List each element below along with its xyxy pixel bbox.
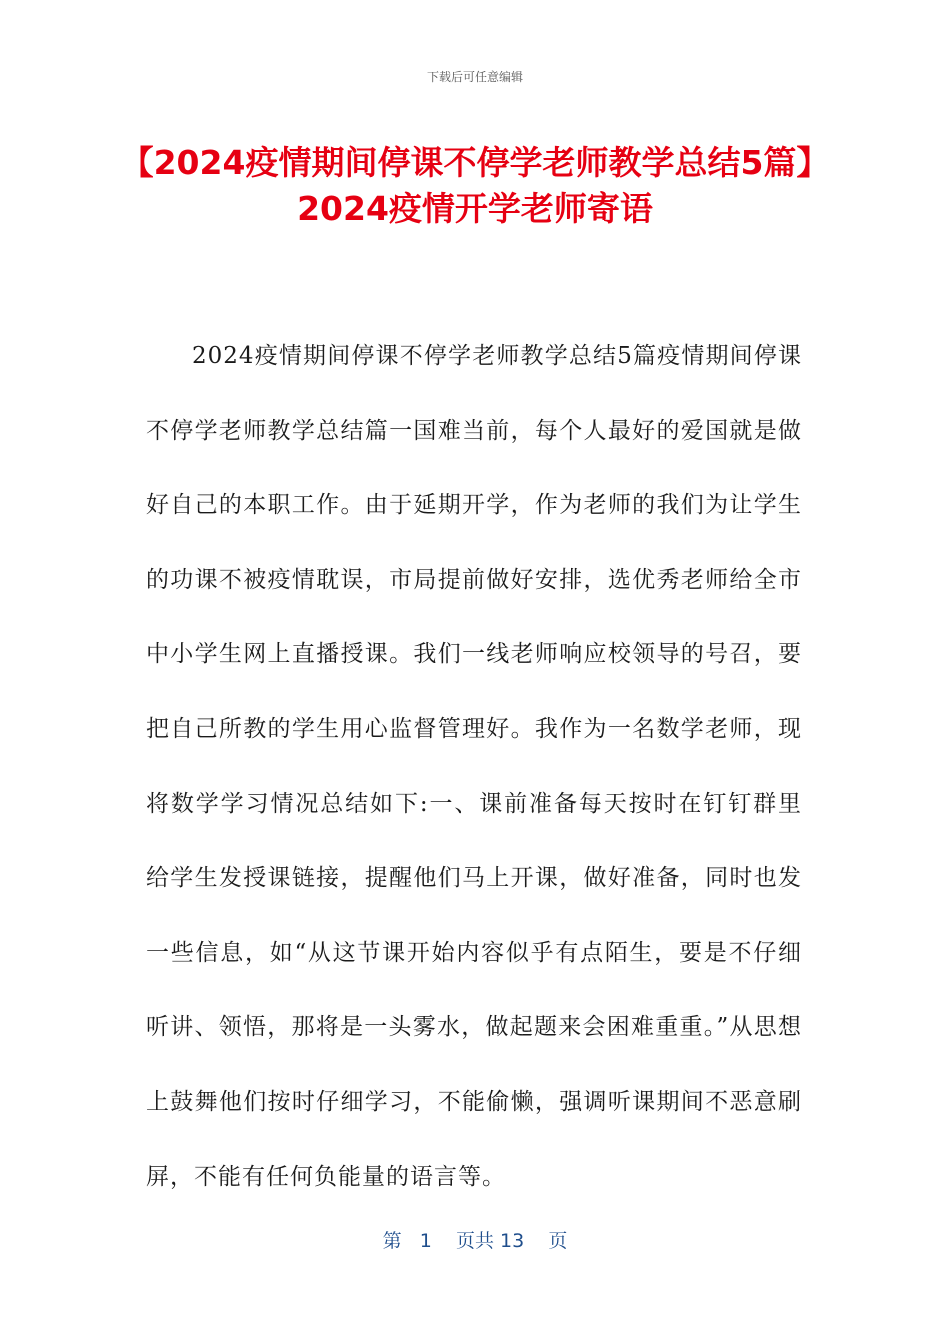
document-title: 【2024疫情期间停课不停学老师教学总结5篇】 2024疫情开学老师寄语 bbox=[120, 143, 830, 228]
footer-page-suffix: 页 bbox=[548, 1230, 568, 1252]
page-footer bbox=[0, 1226, 950, 1253]
footer-page-prefix: 第 bbox=[382, 1230, 402, 1252]
header-note: 下载后可任意编辑 bbox=[426, 70, 523, 84]
footer-page-middle: 页共 bbox=[455, 1230, 494, 1252]
document-body: 2024疫情期间停课不停学老师教学总结5篇疫情期间停课不停学老师教学总结篇一国难当前，每个人最好的爱国就是做好自己的本职工作。由于延期开学，作为老师的我们为让学生的功课不被疫情耽误，市局提前做好安排，选优秀老师给全市中小学生网上直播授课。我们一线老师响应校领导的号召，要把自己所教的学生用心监督管理好。我作为一名数学老师，现将数学学习情况总结如下:一、课前准备每天按时在钉钉群里给学生发授课链接，提醒他们马上开课，做好准备，同时也发一些信息，如“从这节课开始内容似乎有点陌生，要是不仔细听讲、领悟，那将是一头雾水，做起题来会困难重重。”从思想上鼓舞他们按时仔细学习，不能偷懒，强调听课期间不恶意刷屏，不能有任何负能量的语言等。 bbox=[146, 343, 802, 1190]
footer-page-current: 1 bbox=[419, 1230, 432, 1252]
footer-page-total: 13 bbox=[500, 1230, 525, 1252]
